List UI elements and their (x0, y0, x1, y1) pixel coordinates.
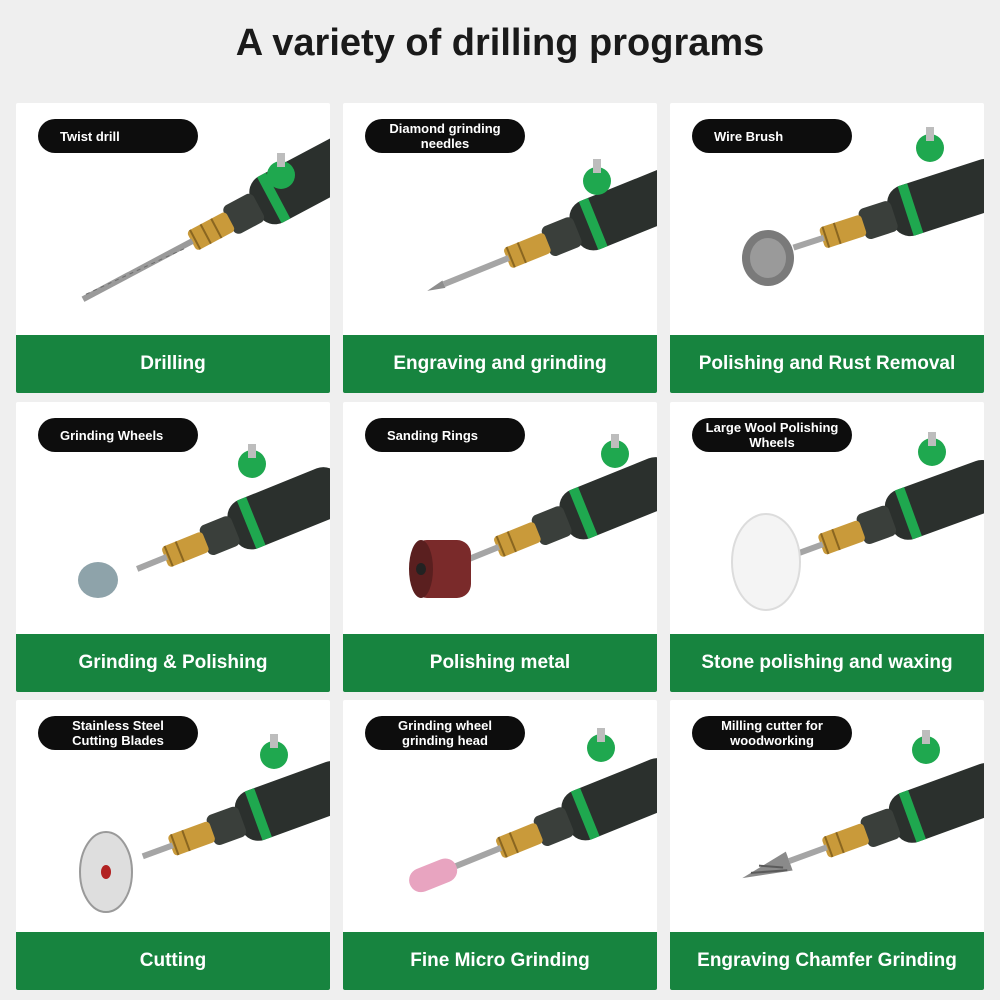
card-engraving (343, 103, 657, 393)
accessory-tag: Stainless Steel Cutting Blades (38, 716, 198, 750)
accessory-tag: Diamond grinding needles (365, 119, 525, 153)
accessory-tag: Large Wool Polishing Wheels (692, 418, 852, 452)
application-banner: Engraving and grinding (343, 335, 657, 393)
application-banner: Drilling (16, 335, 330, 393)
card-cutting (16, 700, 330, 990)
application-banner: Cutting (16, 932, 330, 990)
page-title: A variety of drilling programs (235, 22, 765, 64)
application-banner: Engraving Chamfer Grinding (670, 932, 984, 990)
card-fine-grinding (343, 700, 657, 990)
accessory-tag: Twist drill (38, 119, 198, 153)
accessory-tag: Wire Brush (692, 119, 852, 153)
card-grinding-wheels (16, 402, 330, 692)
card-milling (670, 700, 984, 990)
card-wire-brush (670, 103, 984, 393)
application-banner: Polishing and Rust Removal (670, 335, 984, 393)
card-sanding-rings (343, 402, 657, 692)
application-banner: Fine Micro Grinding (343, 932, 657, 990)
card-wool-wheel (670, 402, 984, 692)
card-drilling (16, 103, 330, 393)
accessory-tag: Sanding Rings (365, 418, 525, 452)
accessory-tag: Milling cutter for woodworking (692, 716, 852, 750)
application-banner: Grinding & Polishing (16, 634, 330, 692)
accessory-tag: Grinding Wheels (38, 418, 198, 452)
application-banner: Stone polishing and waxing (670, 634, 984, 692)
accessory-tag: Grinding wheel grinding head (365, 716, 525, 750)
application-banner: Polishing metal (343, 634, 657, 692)
